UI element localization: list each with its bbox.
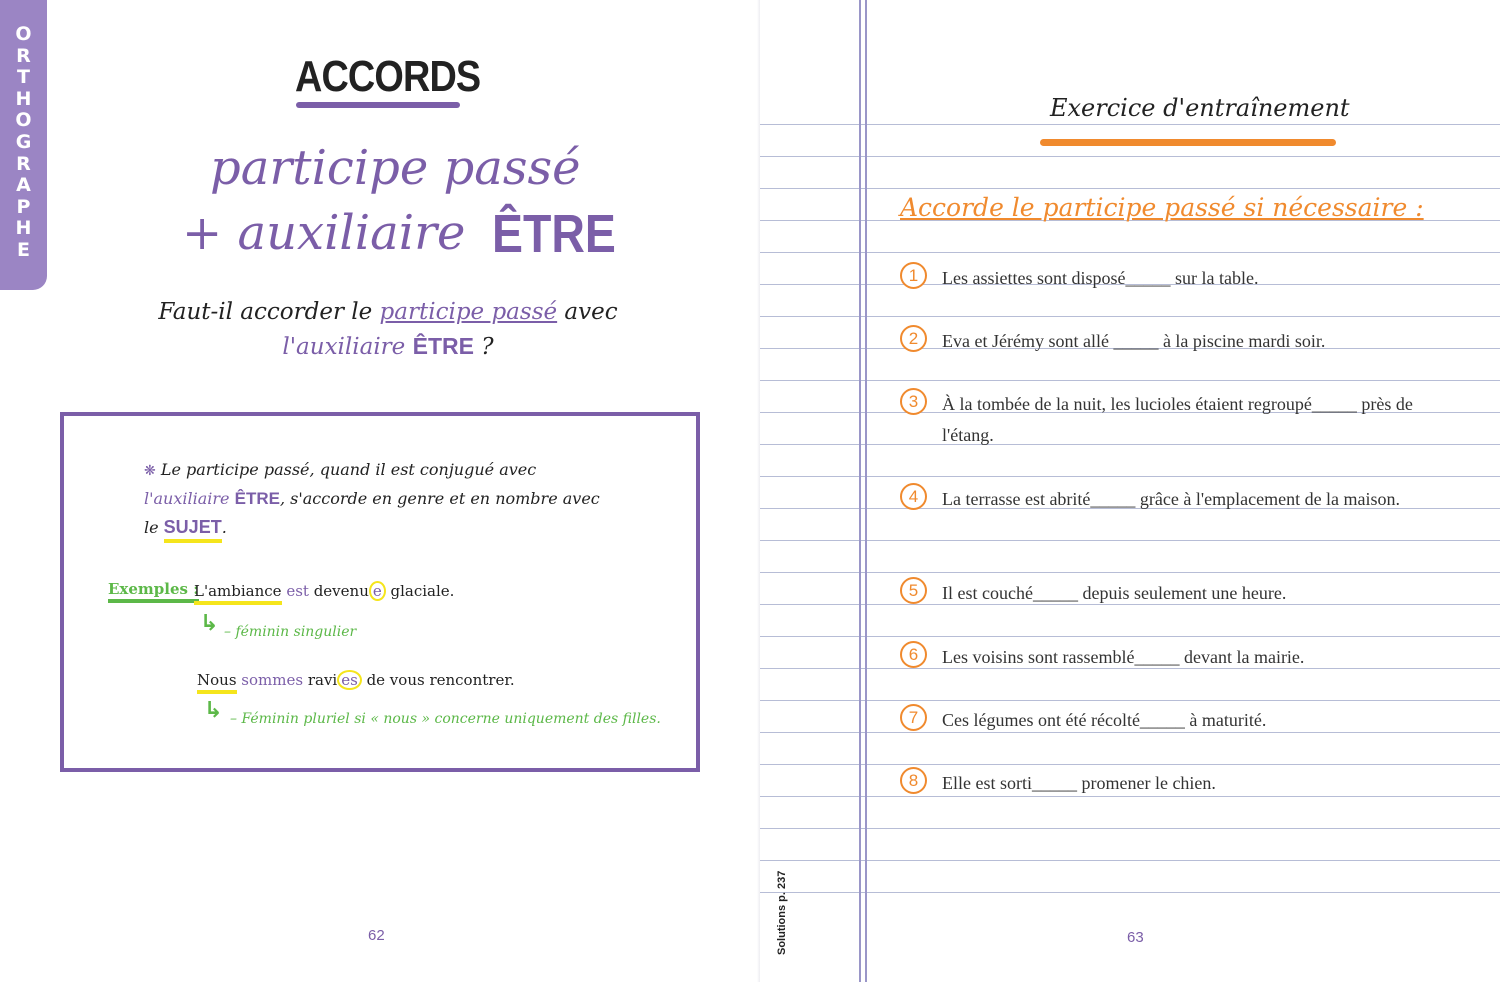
item-sentence[interactable]: Elle est sorti_____ promener le chien.	[942, 773, 1216, 793]
exercise-instruction	[900, 193, 1424, 222]
rule-line: Le participe passé, quand il est conjugué avec	[155, 460, 537, 479]
instruction-text: Accorde le participe passé si nécessaire :	[900, 193, 1424, 222]
side-tab-letter: H	[15, 217, 32, 240]
example-subject: L'ambiance	[194, 582, 282, 605]
ruled-line	[760, 892, 1500, 893]
rule-auxiliaire: l'auxiliaire	[144, 489, 230, 508]
question-etre: ÊTRE	[412, 333, 474, 359]
question-participe-passe: participe passé	[379, 299, 558, 325]
question-text: avec	[557, 299, 618, 325]
rule-le: le	[144, 518, 164, 537]
ruled-line	[760, 156, 1500, 157]
orthographe-side-tab	[0, 0, 47, 290]
title-underline	[296, 102, 460, 108]
ruled-line	[760, 828, 1500, 829]
example-subject: Nous	[197, 671, 237, 694]
heading-etre: ÊTRE	[492, 204, 616, 264]
side-tab-label	[0, 24, 47, 262]
rule-sujet: SUJET	[164, 517, 222, 543]
ruled-line	[760, 572, 1500, 573]
ruled-line	[760, 380, 1500, 381]
example-sentence-1	[194, 581, 454, 601]
ruled-line	[760, 860, 1500, 861]
page-number-left: 62	[368, 927, 385, 944]
item-sentence[interactable]: Les voisins sont rassemblé_____ devant la mairie.	[942, 647, 1305, 667]
exercise-title: Exercice d'entraînement	[1050, 94, 1350, 122]
rule-line: , s'accorde en genre et en nombre avec	[279, 489, 600, 508]
item-number-badge: 7	[900, 704, 927, 731]
item-number-badge: 8	[900, 767, 927, 794]
heading-auxiliaire: + auxiliaire	[182, 205, 466, 261]
side-tab-letter: R	[16, 152, 31, 175]
arrow-down-right-icon: ↳	[204, 698, 223, 723]
example-note-1: – féminin singulier	[224, 624, 357, 640]
side-tab-letter: H	[15, 87, 32, 110]
side-tab-letter: T	[17, 66, 30, 89]
rule-dot: .	[221, 518, 227, 537]
ruled-line	[760, 252, 1500, 253]
example-verb: sommes	[241, 671, 304, 689]
item-sentence[interactable]: À la tombée de la nuit, les lucioles étaient regroupé_____ près de l'étang.	[942, 394, 1413, 445]
ruled-line	[760, 124, 1500, 125]
ruled-line	[760, 636, 1500, 637]
question-text: Faut-il accorder le	[158, 299, 380, 325]
item-sentence[interactable]: Ces légumes ont été récolté_____ à maturité.	[942, 710, 1267, 730]
example-pre: devenu	[308, 582, 369, 600]
item-sentence[interactable]: Les assiettes sont disposé_____ sur la table.	[942, 268, 1259, 288]
item-sentence[interactable]: La terrasse est abrité_____ grâce à l'emplacement de la maison.	[942, 489, 1401, 509]
side-tab-letter: A	[16, 174, 31, 197]
side-tab-letter: O	[15, 109, 32, 132]
item-number-badge: 2	[900, 325, 927, 352]
page-title: ACCORDS	[295, 52, 481, 101]
margin-line	[865, 0, 867, 982]
example-post: glaciale.	[385, 582, 455, 600]
ruled-line	[760, 540, 1500, 541]
question-mark: ?	[473, 334, 494, 360]
item-number-badge: 6	[900, 641, 927, 668]
ruled-line	[760, 476, 1500, 477]
page-number-right: 63	[1127, 929, 1144, 946]
example-sentence-2	[197, 670, 515, 690]
item-number-badge: 1	[900, 262, 927, 289]
rule-etre: ÊTRE	[234, 489, 280, 508]
example-ending-circle: es	[337, 670, 362, 690]
side-tab-letter: O	[15, 23, 32, 45]
star-icon: ❋	[144, 463, 156, 479]
item-number-badge: 3	[900, 388, 927, 415]
example-pre: ravi	[303, 671, 338, 689]
example-verb: est	[286, 582, 309, 600]
question-auxiliaire: l'auxiliaire	[282, 334, 406, 360]
ruled-line	[760, 188, 1500, 189]
side-tab-letter: R	[16, 44, 31, 67]
item-sentence[interactable]: Eva et Jérémy sont allé _____ à la piscine mardi soir.	[942, 331, 1326, 351]
side-tab-letter: G	[15, 130, 32, 153]
item-number-badge: 4	[900, 483, 927, 510]
item-sentence[interactable]: Il est couché_____ depuis seulement une heure.	[942, 583, 1287, 603]
ruled-line	[760, 700, 1500, 701]
lesson-question	[148, 295, 628, 364]
exercise-title-underline	[1040, 139, 1336, 146]
ruled-line	[760, 764, 1500, 765]
side-tab-letter: P	[16, 195, 31, 218]
example-note-2: – Féminin pluriel si « nous » concerne uniquement des filles.	[230, 711, 661, 727]
margin-line	[859, 0, 861, 982]
arrow-down-right-icon: ↳	[200, 611, 219, 636]
solutions-reference: Solutions p. 237	[776, 870, 788, 955]
heading-participe-passe: participe passé	[210, 140, 581, 196]
rule-text	[144, 456, 614, 542]
example-ending-circle: e	[369, 581, 386, 601]
examples-label: Exemples :	[108, 580, 199, 603]
right-page	[760, 0, 1500, 982]
side-tab-letter: E	[17, 238, 30, 261]
example-post: de vous rencontrer.	[361, 671, 515, 689]
item-number-badge: 5	[900, 577, 927, 604]
ruled-line	[760, 316, 1500, 317]
rule-box	[60, 412, 700, 772]
